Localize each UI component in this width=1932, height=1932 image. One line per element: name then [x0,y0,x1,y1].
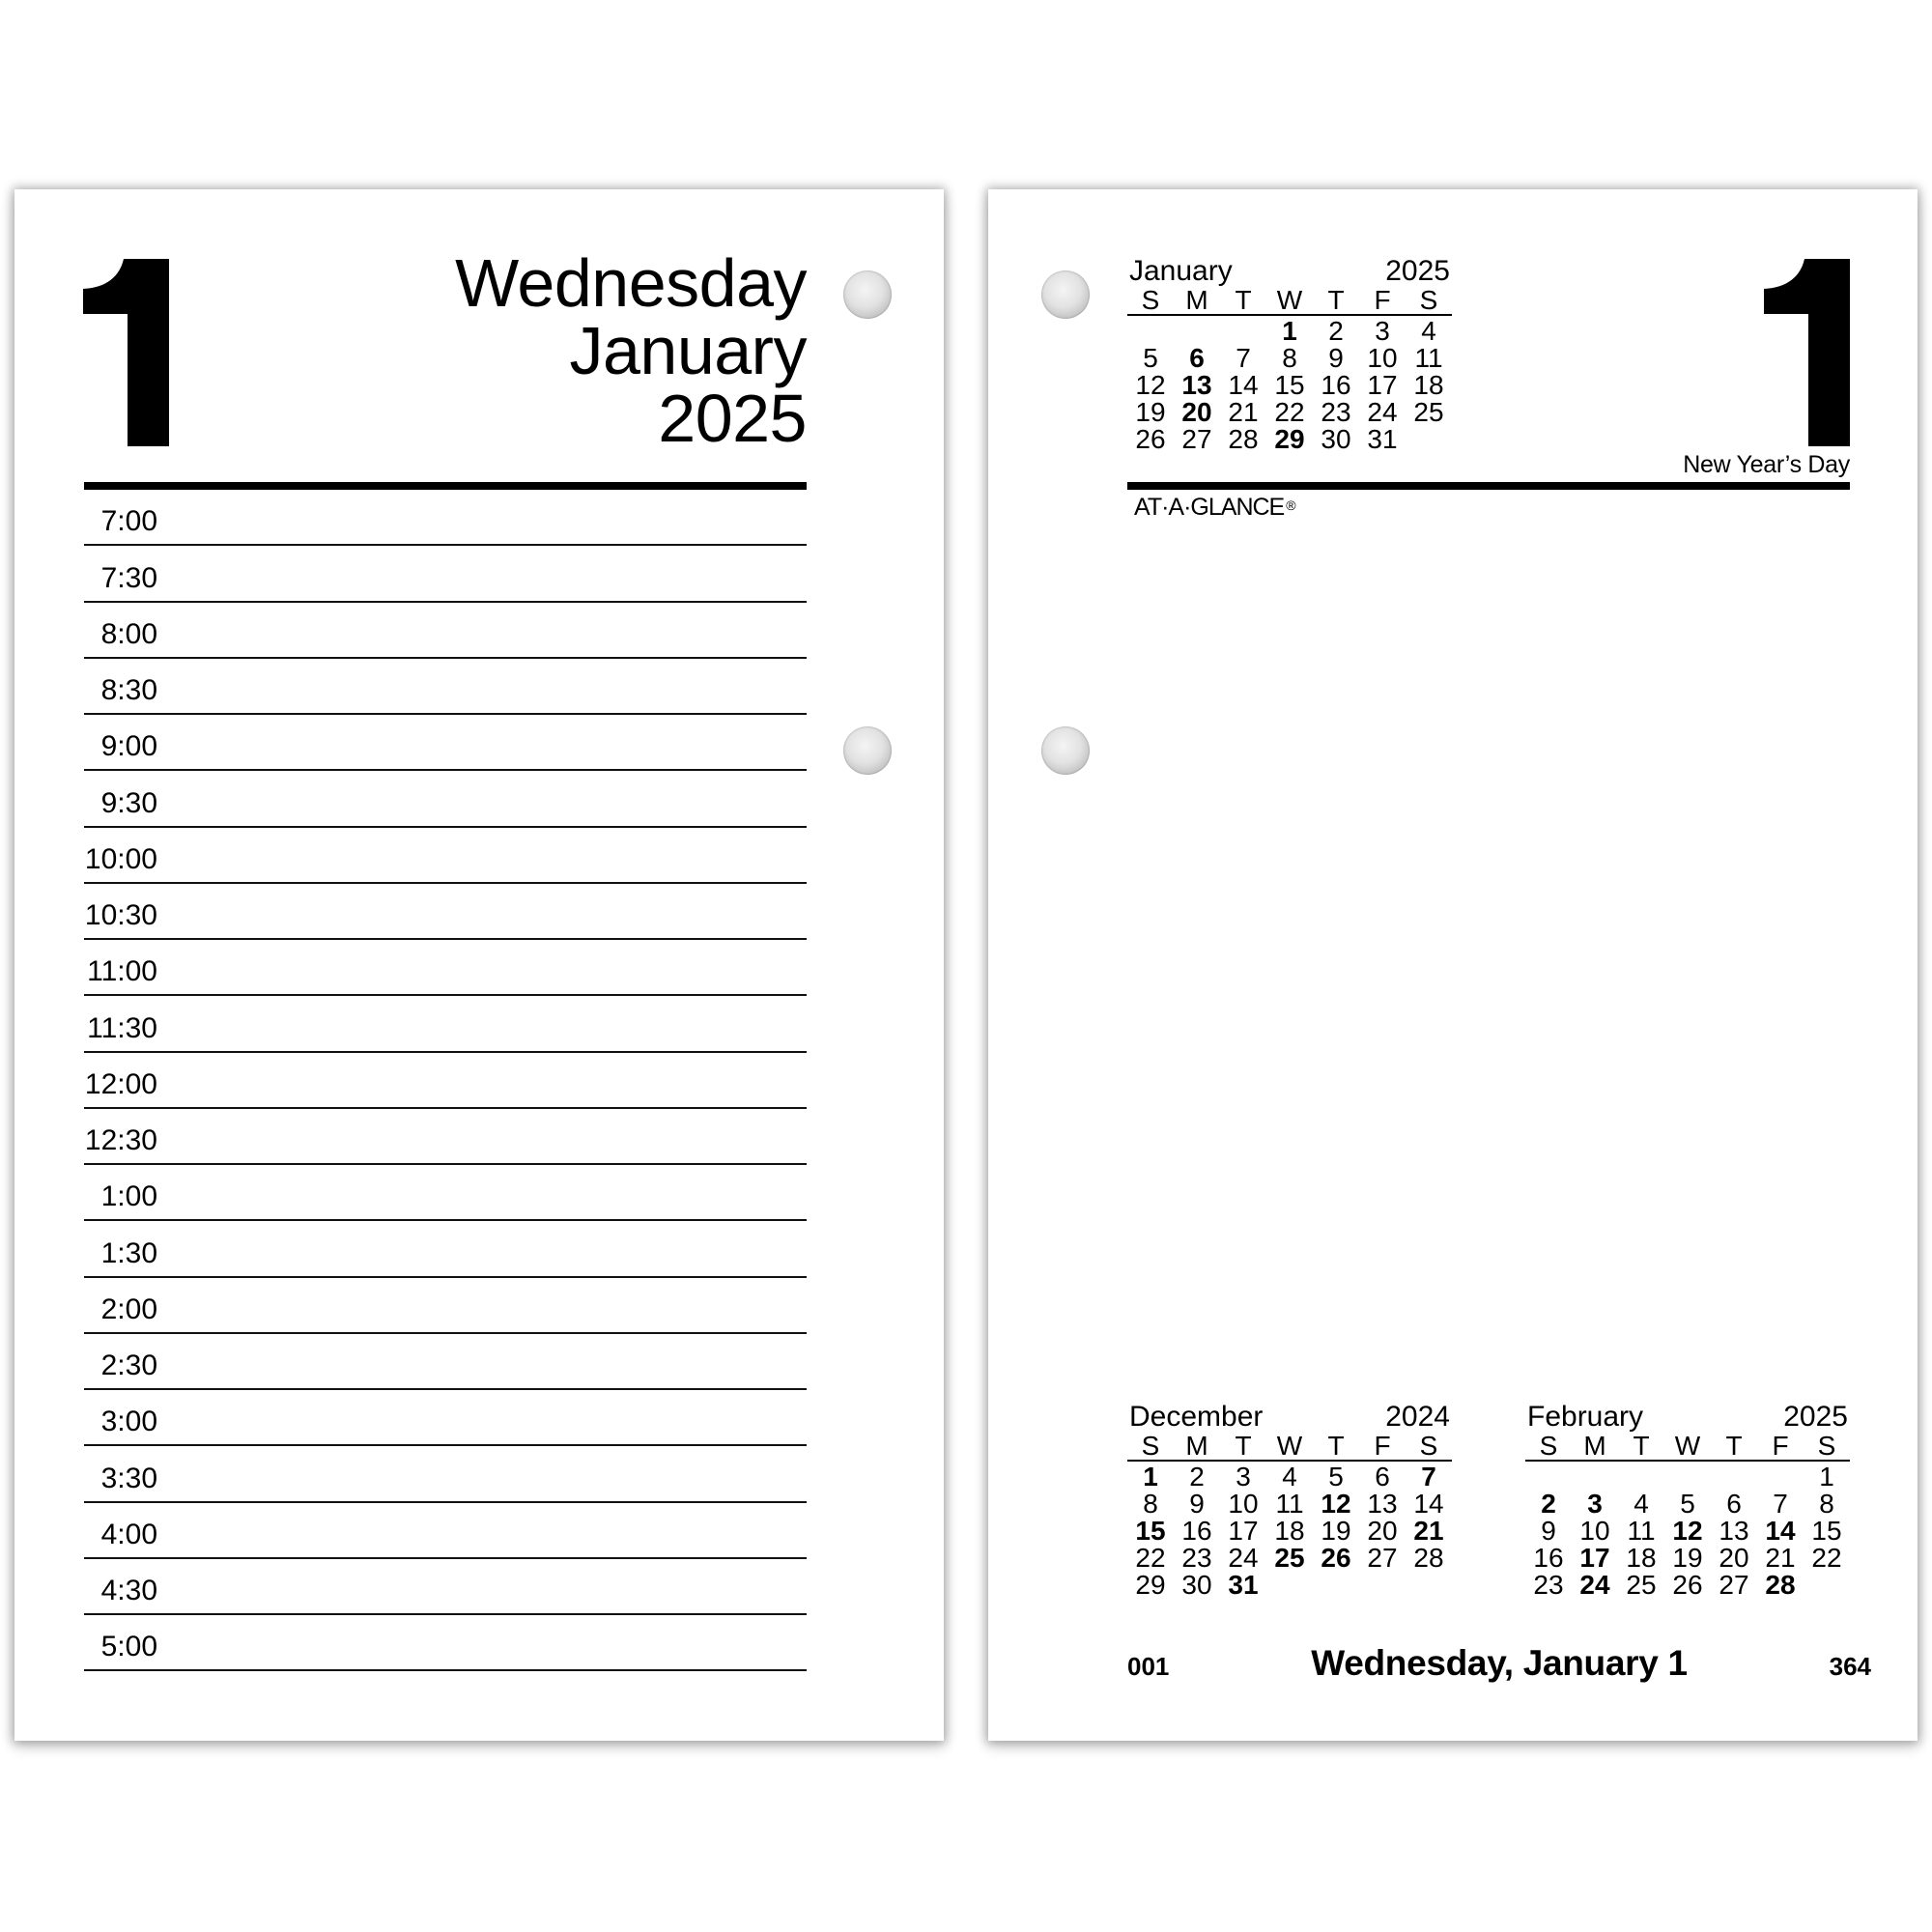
blank-cell [1618,1463,1664,1491]
day-cell[interactable]: 18 [1413,370,1444,400]
time-label: 7:00 [100,505,157,538]
time-label: 9:00 [100,730,157,763]
header-rule [1127,482,1850,490]
weekday-label: M [1583,1431,1606,1461]
day-cell[interactable]: 4 [1634,1489,1649,1519]
weekday-label: T [1327,1431,1345,1461]
time-slot-row[interactable] [84,828,807,884]
weekday-label: F [1374,285,1391,315]
day-cell[interactable]: 14 [1413,1489,1444,1519]
day-cell[interactable]: 14 [1765,1516,1796,1546]
time-label: 2:00 [100,1293,157,1325]
blank-cell [1664,1463,1711,1491]
time-label: 4:30 [100,1575,157,1606]
time-slot-row[interactable] [84,996,807,1052]
weekday-label: M [1185,285,1208,315]
time-slot-row[interactable] [84,659,807,715]
day-cell[interactable]: 24 [1367,397,1398,427]
day-cell[interactable]: 13 [1719,1516,1749,1546]
mini-calendar-february-2025 [1525,1402,1850,1599]
big-day-number-1 [1764,259,1851,447]
time-slot-row[interactable] [84,546,807,602]
day-cell[interactable]: 12 [1321,1489,1351,1519]
day-cell[interactable]: 24 [1228,1543,1259,1573]
day-cell[interactable]: 31 [1228,1570,1259,1600]
time-label: 10:30 [84,899,157,931]
time-slot-row[interactable] [84,715,807,771]
day-grid [1127,318,1452,453]
day-cell[interactable]: 8 [1143,1489,1158,1519]
day-cell[interactable]: 21 [1228,397,1259,427]
mini-calendar-title [1127,256,1452,287]
day-cell[interactable]: 31 [1367,424,1398,454]
time-slot-row[interactable] [84,1334,807,1390]
blank-cell [1711,1463,1757,1491]
day-cell[interactable]: 3 [1587,1489,1603,1519]
weekday-label: T [1235,1431,1252,1461]
time-label: 12:00 [84,1067,157,1100]
mini-calendar-year: 2025 [1385,255,1450,287]
day-cell[interactable]: 11 [1275,1489,1304,1519]
day-cell[interactable]: 22 [1274,397,1305,427]
day-cell[interactable]: 26 [1321,1543,1351,1573]
day-cell[interactable]: 12 [1135,370,1166,400]
day-cell[interactable]: 26 [1672,1570,1703,1600]
blank-cell [1127,318,1174,345]
day-cell[interactable]: 30 [1321,424,1351,454]
weekday-label: S [1419,1431,1438,1461]
time-slot-row[interactable] [84,1446,807,1502]
day-cell[interactable]: 30 [1181,1570,1212,1600]
day-cell[interactable]: 17 [1228,1516,1259,1546]
blank-cell [1525,1463,1572,1491]
weekday-header [1127,1433,1452,1462]
blank-cell [1757,1463,1804,1491]
mini-calendar-month: December [1129,1401,1264,1433]
date-heading [455,245,807,456]
time-label: 11:30 [87,1011,157,1044]
binder-hole-top [843,270,892,319]
time-slot-row[interactable] [84,1390,807,1446]
day-cell[interactable]: 11 [1414,343,1443,373]
weekday-label: S [1141,1431,1160,1461]
weekday-header [1127,287,1452,316]
year-label: 2025 [658,381,807,456]
time-label: 11:00 [87,955,157,988]
day-cell[interactable]: 19 [1672,1543,1703,1573]
day-cell[interactable]: 20 [1367,1516,1398,1546]
day-cell[interactable]: 21 [1765,1543,1796,1573]
day-cell[interactable]: 4 [1282,1462,1297,1492]
mini-calendar-year: 2024 [1385,1401,1450,1433]
time-slot-row[interactable] [84,1109,807,1165]
mini-calendar-december-2024 [1127,1402,1452,1599]
day-cell[interactable]: 17 [1367,370,1398,400]
time-slot-row[interactable] [84,884,807,940]
time-label: 3:00 [100,1406,157,1438]
day-cell[interactable]: 28 [1413,1543,1444,1573]
day-cell[interactable]: 28 [1228,424,1259,454]
day-cell[interactable]: 7 [1773,1489,1788,1519]
day-cell[interactable]: 19 [1135,397,1166,427]
time-label: 1:30 [100,1236,157,1269]
mini-calendar-title [1525,1402,1850,1433]
right-calendar-page [988,189,1918,1741]
time-label: 5:00 [100,1631,157,1663]
weekday-label: T [1633,1431,1650,1461]
time-slot-row[interactable] [84,1278,807,1334]
holiday-label: New Year’s Day [1683,451,1850,478]
weekday-label: W [1674,1431,1701,1461]
weekday-label: T [1327,285,1345,315]
day-cell[interactable]: 15 [1135,1516,1166,1546]
time-label: 7:30 [100,561,157,594]
day-cell[interactable]: 3 [1375,316,1390,346]
time-slot-row[interactable] [84,1559,807,1615]
day-cell[interactable]: 2 [1541,1489,1556,1519]
day-cell[interactable]: 6 [1189,343,1205,373]
time-slot-row[interactable] [84,1503,807,1559]
day-cell[interactable]: 20 [1181,397,1212,427]
time-label: 2:30 [100,1350,157,1381]
day-cell[interactable]: 25 [1413,397,1444,427]
binder-hole-middle [843,726,892,775]
day-cell[interactable]: 16 [1321,370,1351,400]
day-cell[interactable]: 10 [1367,343,1398,373]
time-label: 10:00 [84,842,157,875]
day-cell[interactable]: 18 [1626,1543,1657,1573]
time-slot-row[interactable] [84,1615,807,1671]
time-label: 3:30 [100,1462,157,1494]
day-cell[interactable]: 1 [1143,1462,1158,1492]
day-cell[interactable]: 2 [1328,316,1344,346]
brand-name: AT·A·GLANCE [1134,494,1285,521]
day-cell[interactable]: 1 [1819,1462,1834,1492]
time-label: 8:00 [100,617,157,650]
blank-cell [1220,318,1266,345]
mini-calendar-month: January [1129,255,1233,287]
month-label: January [569,313,807,388]
weekday-label: S [1419,285,1438,315]
time-slot-row[interactable] [84,1165,807,1221]
day-cell[interactable]: 5 [1328,1462,1344,1492]
big-day-number-1 [83,259,170,447]
mini-calendar-year: 2025 [1783,1401,1848,1433]
day-cell[interactable]: 2 [1189,1462,1205,1492]
day-cell[interactable]: 6 [1726,1489,1742,1519]
binder-hole-top [1041,270,1090,319]
day-cell[interactable]: 22 [1135,1543,1166,1573]
time-label: 9:30 [100,786,157,819]
day-cell[interactable]: 9 [1328,343,1344,373]
day-cell[interactable]: 18 [1274,1516,1305,1546]
time-label: 1:00 [100,1180,157,1213]
time-label: 8:30 [100,674,157,706]
day-cell[interactable]: 19 [1321,1516,1351,1546]
mini-calendar-january-2025 [1127,256,1452,453]
day-cell[interactable]: 27 [1719,1570,1749,1600]
day-cell[interactable]: 4 [1421,316,1436,346]
day-cell[interactable]: 22 [1811,1543,1842,1573]
weekday-label: S [1539,1431,1558,1461]
day-cell[interactable]: 10 [1579,1516,1610,1546]
day-of-year: 001 [1127,1652,1170,1681]
day-cell[interactable]: 27 [1181,424,1212,454]
days-remaining: 364 [1829,1652,1871,1681]
footer-date: Wednesday, January 1 [1311,1643,1688,1683]
mini-calendar-title [1127,1402,1452,1433]
day-cell[interactable]: 13 [1181,370,1212,400]
day-cell[interactable]: 23 [1181,1543,1212,1573]
appointment-slots [84,490,807,1671]
weekday-label: T [1725,1431,1743,1461]
weekday-label: W [1276,1431,1303,1461]
day-cell[interactable]: 25 [1274,1543,1305,1573]
day-cell[interactable]: 10 [1228,1489,1259,1519]
day-cell[interactable]: 8 [1819,1489,1834,1519]
weekday-label: Wednesday [455,245,807,321]
day-cell[interactable]: 15 [1811,1516,1842,1546]
time-label: 4:00 [100,1518,157,1550]
day-cell[interactable]: 17 [1579,1543,1610,1573]
weekday-label: F [1772,1431,1789,1461]
time-slot-row[interactable] [84,603,807,659]
weekday-label: T [1235,285,1252,315]
day-cell[interactable]: 27 [1367,1543,1398,1573]
weekday-label: M [1185,1431,1208,1461]
weekday-header [1525,1433,1850,1462]
day-cell[interactable]: 16 [1181,1516,1212,1546]
blank-cell [1572,1463,1618,1491]
day-cell[interactable]: 9 [1189,1489,1205,1519]
time-slot-row[interactable] [84,490,807,546]
day-cell[interactable]: 20 [1719,1543,1749,1573]
day-cell[interactable]: 13 [1367,1489,1398,1519]
day-cell[interactable]: 21 [1413,1516,1444,1546]
time-slot-row[interactable] [84,771,807,827]
day-cell[interactable]: 24 [1579,1570,1610,1600]
day-cell[interactable]: 3 [1236,1462,1251,1492]
day-cell[interactable]: 7 [1421,1462,1436,1492]
registered-mark-icon: ® [1286,497,1295,513]
day-cell[interactable]: 5 [1680,1489,1695,1519]
day-cell[interactable]: 7 [1236,343,1251,373]
mini-calendar-month: February [1527,1401,1644,1433]
day-cell[interactable]: 23 [1321,397,1351,427]
page-footer [1127,1643,1871,1682]
day-cell[interactable]: 9 [1541,1516,1556,1546]
time-slot-row[interactable] [84,1053,807,1109]
day-cell[interactable]: 12 [1672,1516,1703,1546]
day-cell[interactable]: 29 [1274,424,1305,454]
left-calendar-page [14,189,944,1741]
weekday-label: F [1374,1431,1391,1461]
binder-hole-middle [1041,726,1090,775]
day-cell[interactable]: 29 [1135,1570,1166,1600]
weekday-label: S [1141,285,1160,315]
day-cell[interactable]: 25 [1626,1570,1657,1600]
day-cell[interactable]: 28 [1765,1570,1796,1600]
day-cell[interactable]: 6 [1375,1462,1390,1492]
time-label: 12:30 [84,1124,157,1156]
day-cell[interactable]: 1 [1282,316,1297,346]
header-rule [84,482,807,490]
brand-logo [1134,494,1295,521]
day-cell[interactable]: 11 [1627,1516,1656,1546]
time-slot-row[interactable] [84,1221,807,1277]
day-cell[interactable]: 15 [1274,370,1305,400]
weekday-label: W [1276,285,1303,315]
day-grid [1525,1463,1850,1599]
day-cell[interactable]: 5 [1143,343,1158,373]
weekday-label: S [1817,1431,1836,1461]
day-cell[interactable]: 16 [1533,1543,1564,1573]
day-cell[interactable]: 8 [1282,343,1297,373]
time-slot-row[interactable] [84,940,807,996]
blank-cell [1174,318,1220,345]
day-cell[interactable]: 23 [1533,1570,1564,1600]
day-grid [1127,1463,1452,1599]
day-cell[interactable]: 26 [1135,424,1166,454]
day-cell[interactable]: 14 [1228,370,1259,400]
